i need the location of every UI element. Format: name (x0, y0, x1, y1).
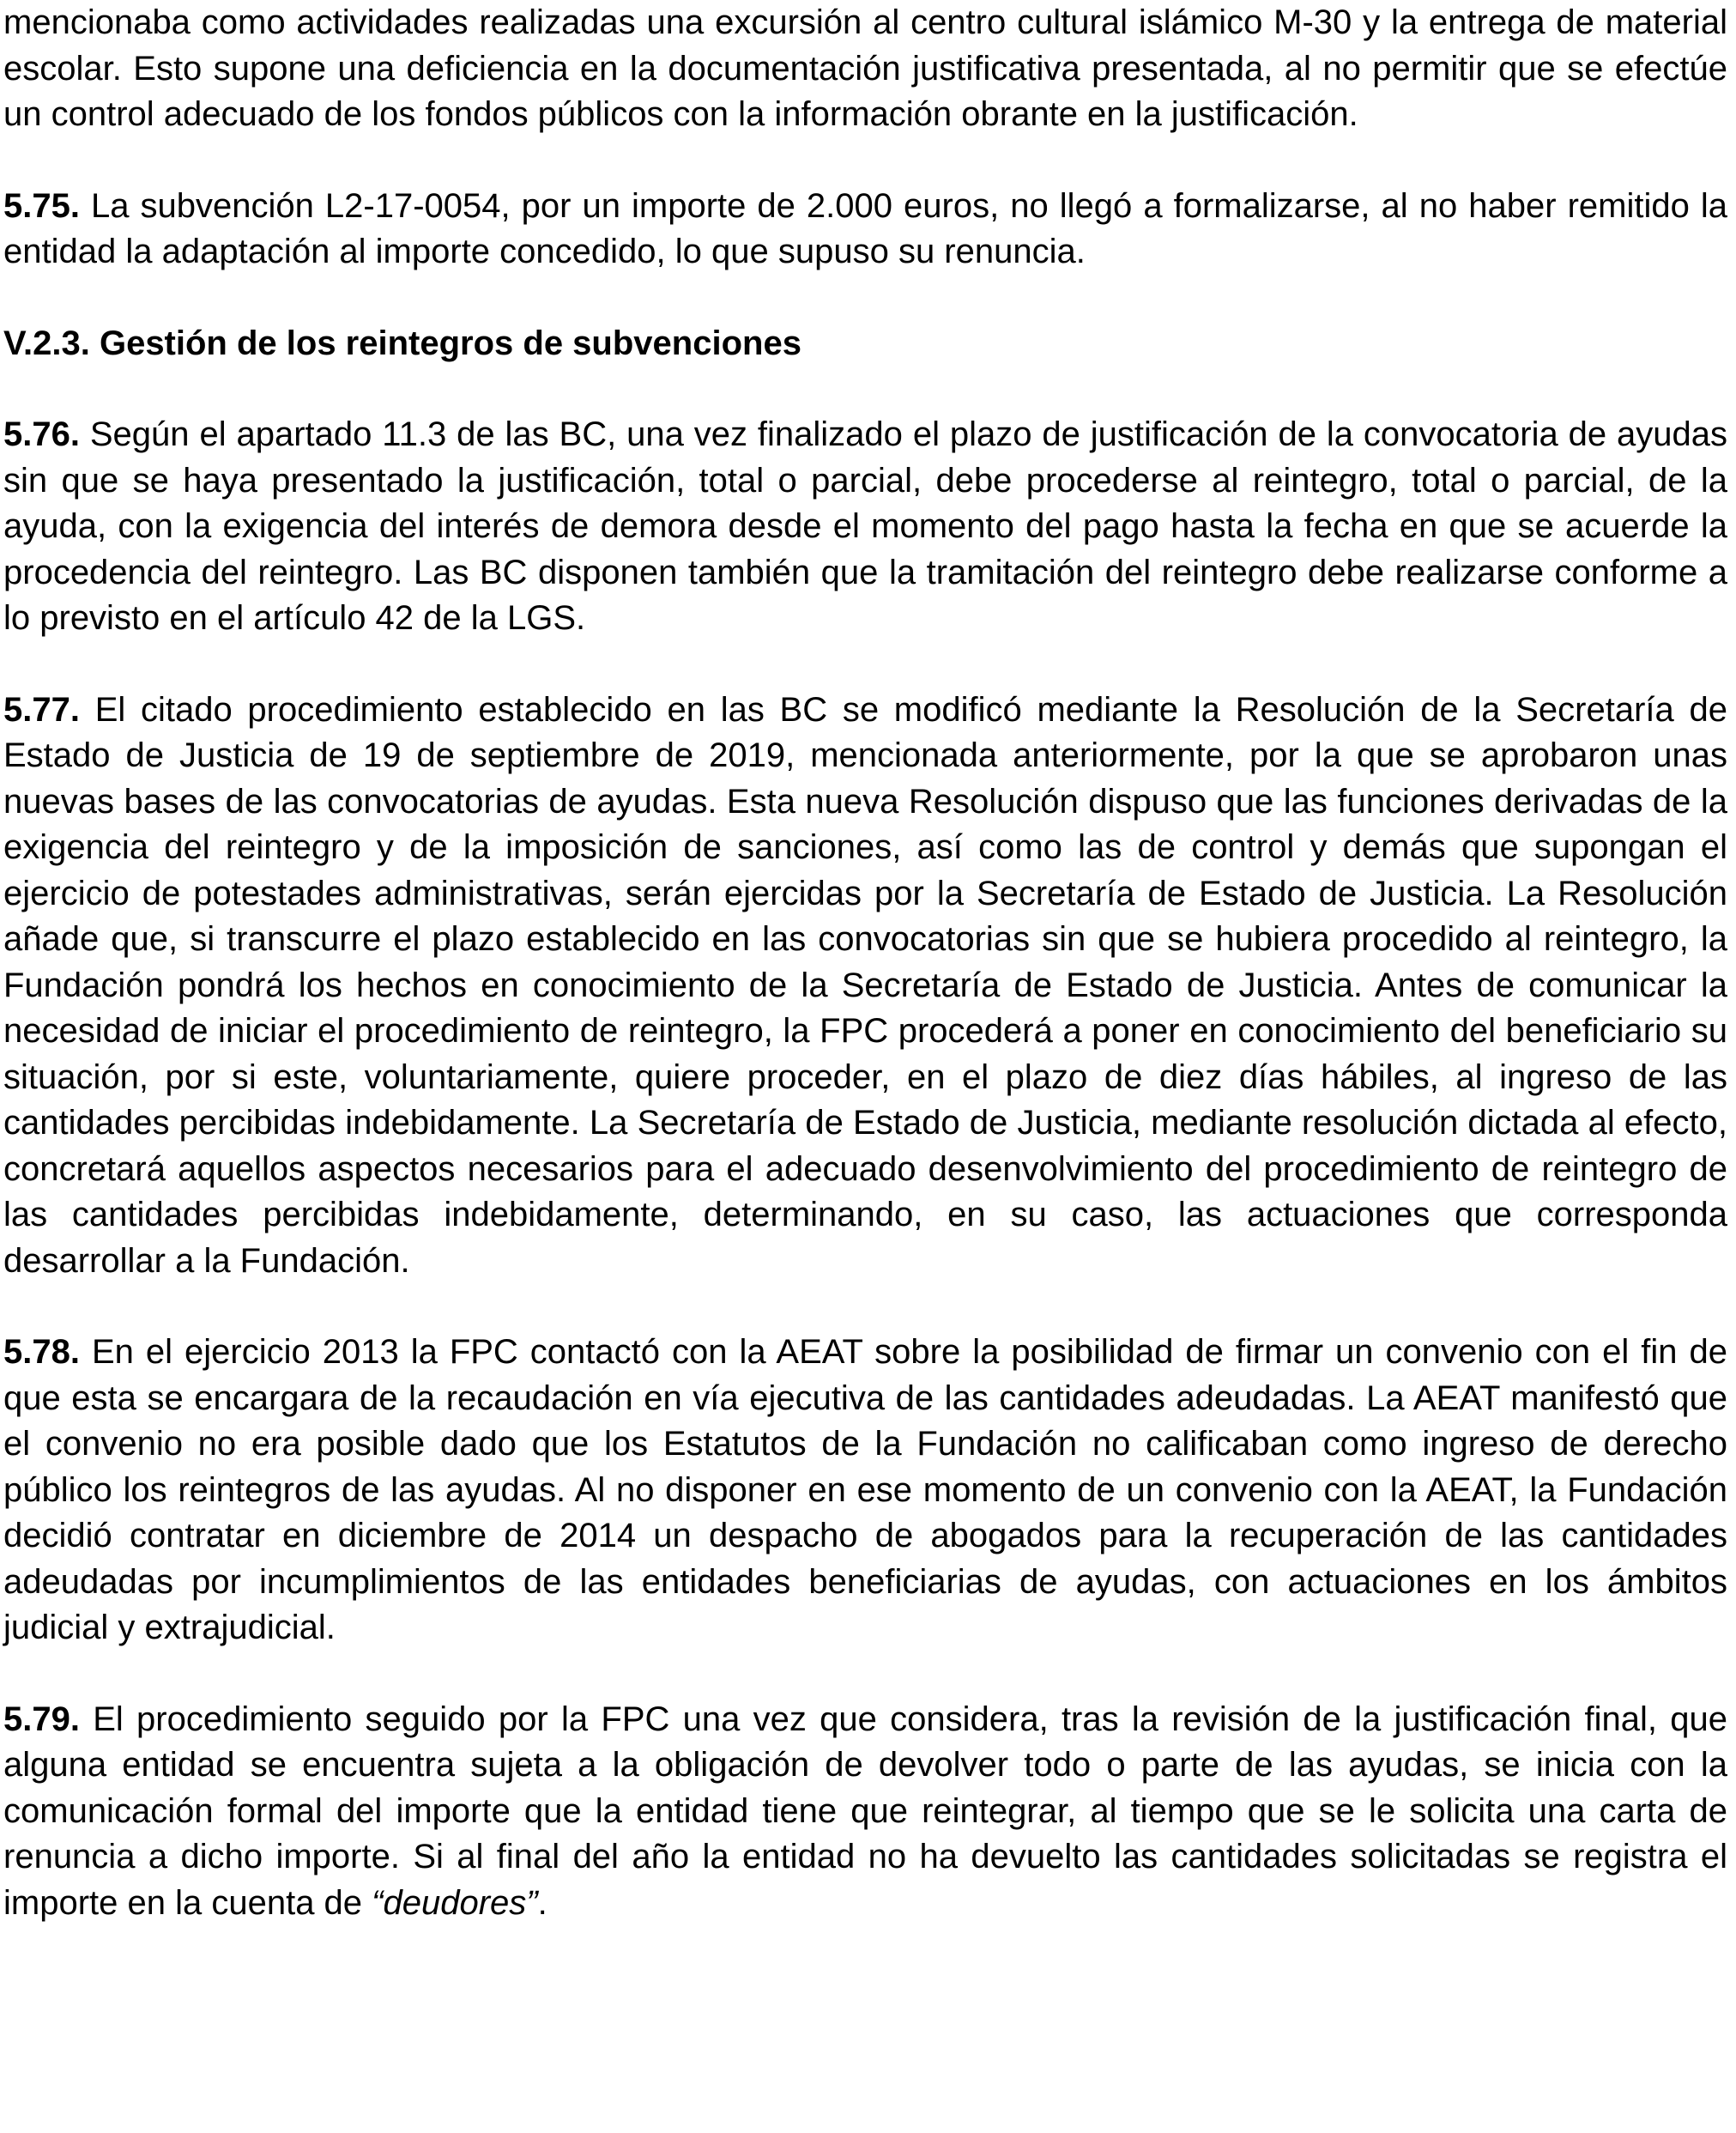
paragraph-text: La subvención L2-17-0054, por un importe de 2.000 euros, no llegó a formalizarse, al no haber remitido la entidad la adaptación al importe concedido, lo que supuso su renuncia. (3, 186, 1727, 270)
paragraph-text: El citado procedimiento establecido en las BC se modificó mediante la Resolución de la Secretaría de Estado de Justicia de 19 de septiembre de 2019, mencionada anteriormente, por la que se aprobaron unas nuevas bases de las convocatorias de ayudas. Esta nueva Resolución dispuso que las funciones derivadas de la exigencia del reintegro y de la imposición de sanciones, así como las de control y demás que supongan el ejercicio de potestades administrativas, serán ejercidas por la Secretaría de Estado de Justicia. La Resolución añade que, si transcurre el plazo establecido en las convocatorias sin que se hubiera procedido al reintegro, la Fundación pondrá los hechos en conocimiento de la Secretaría de Estado de Justicia. Antes de comunicar la necesidad de iniciar el procedimiento de reintegro, la FPC procederá a poner en conocimiento del beneficiario su situación, por si este, voluntariamente, quiere proceder, en el plazo de diez días hábiles, al ingreso de las cantidades percibidas indebidamente. La Secretaría de Estado de Justicia, mediante resolución dictada al efecto, concretará aquellos aspectos necesarios para el adecuado desenvolvimiento del procedimiento de reintegro de las cantidades percibidas indebidamente, determinando, en su caso, las actuaciones que corresponda desarrollar a la Fundación. (3, 690, 1727, 1280)
paragraph-5-77 (3, 688, 1727, 1285)
paragraph-text: En el ejercicio 2013 la FPC contactó con la AEAT sobre la posibilidad de firmar un convenio con el fin de que esta se encargara de la recaudación en vía ejecutiva de las cantidades adeudadas. La AEAT manifestó que el convenio no era posible dado que los Estatutos de la Fundación no calificaban como ingreso de derecho público los reintegros de las ayudas. Al no disponer en ese momento de un convenio con la AEAT, la Fundación decidió contratar en diciembre de 2014 un despacho de abogados para la recuperación de las cantidades adeudadas por incumplimientos de las entidades beneficiarias de ayudas, con actuaciones en los ámbitos judicial y extrajudicial. (3, 1333, 1727, 1646)
paragraph-number: 5.75. (3, 186, 80, 225)
paragraph-text: Según el apartado 11.3 de las BC, una vez finalizado el plazo de justificación de la convocatoria de ayudas sin que se haya presentado la justificación, total o parcial, debe procederse al reintegro, total o parcial, de la ayuda, con la exigencia del interés de demora desde el momento del pago hasta la fecha en que se acuerde la procedencia del reintegro. Las BC disponen también que la tramitación del reintegro debe realizarse conforme a lo previsto en el artículo 42 de la LGS. (3, 415, 1727, 637)
paragraph-number: 5.76. (3, 415, 80, 453)
paragraph-5-76 (3, 412, 1727, 642)
paragraph-number: 5.78. (3, 1333, 80, 1371)
paragraph-number: 5.77. (3, 690, 80, 729)
paragraph-number: 5.79. (3, 1700, 80, 1738)
paragraph-end: . (537, 1883, 547, 1922)
paragraph-5-79 (3, 1697, 1727, 1927)
section-heading: V.2.3. Gestión de los reintegros de subvenciones (3, 324, 801, 362)
paragraph-text: El procedimiento seguido por la FPC una vez que considera, tras la revisión de la justificación final, que alguna entidad se encuentra sujeta a la obligación de devolver todo o parte de las ayudas, se inicia con la comunicación formal del importe que la entidad tiene que reintegrar, al tiempo que se le solicita una carta de renuncia a dicho importe. Si al final del año la entidad no ha devuelto las cantidades solicitadas se registra el importe en la cuenta de (3, 1700, 1727, 1922)
italic-term: “deudores” (372, 1883, 538, 1922)
paragraph-5-75 (3, 184, 1727, 276)
paragraph-text: mencionaba como actividades realizadas una excursión al centro cultural islámico M-30 y la entrega de material escolar. Esto supone una deficiencia en la documentación justificativa presentada, al no permitir que se efectúe un control adecuado de los fondos públicos con la información obrante en la justificación. (3, 3, 1727, 133)
paragraph-5-78 (3, 1330, 1727, 1651)
paragraph-continuation (3, 0, 1727, 138)
